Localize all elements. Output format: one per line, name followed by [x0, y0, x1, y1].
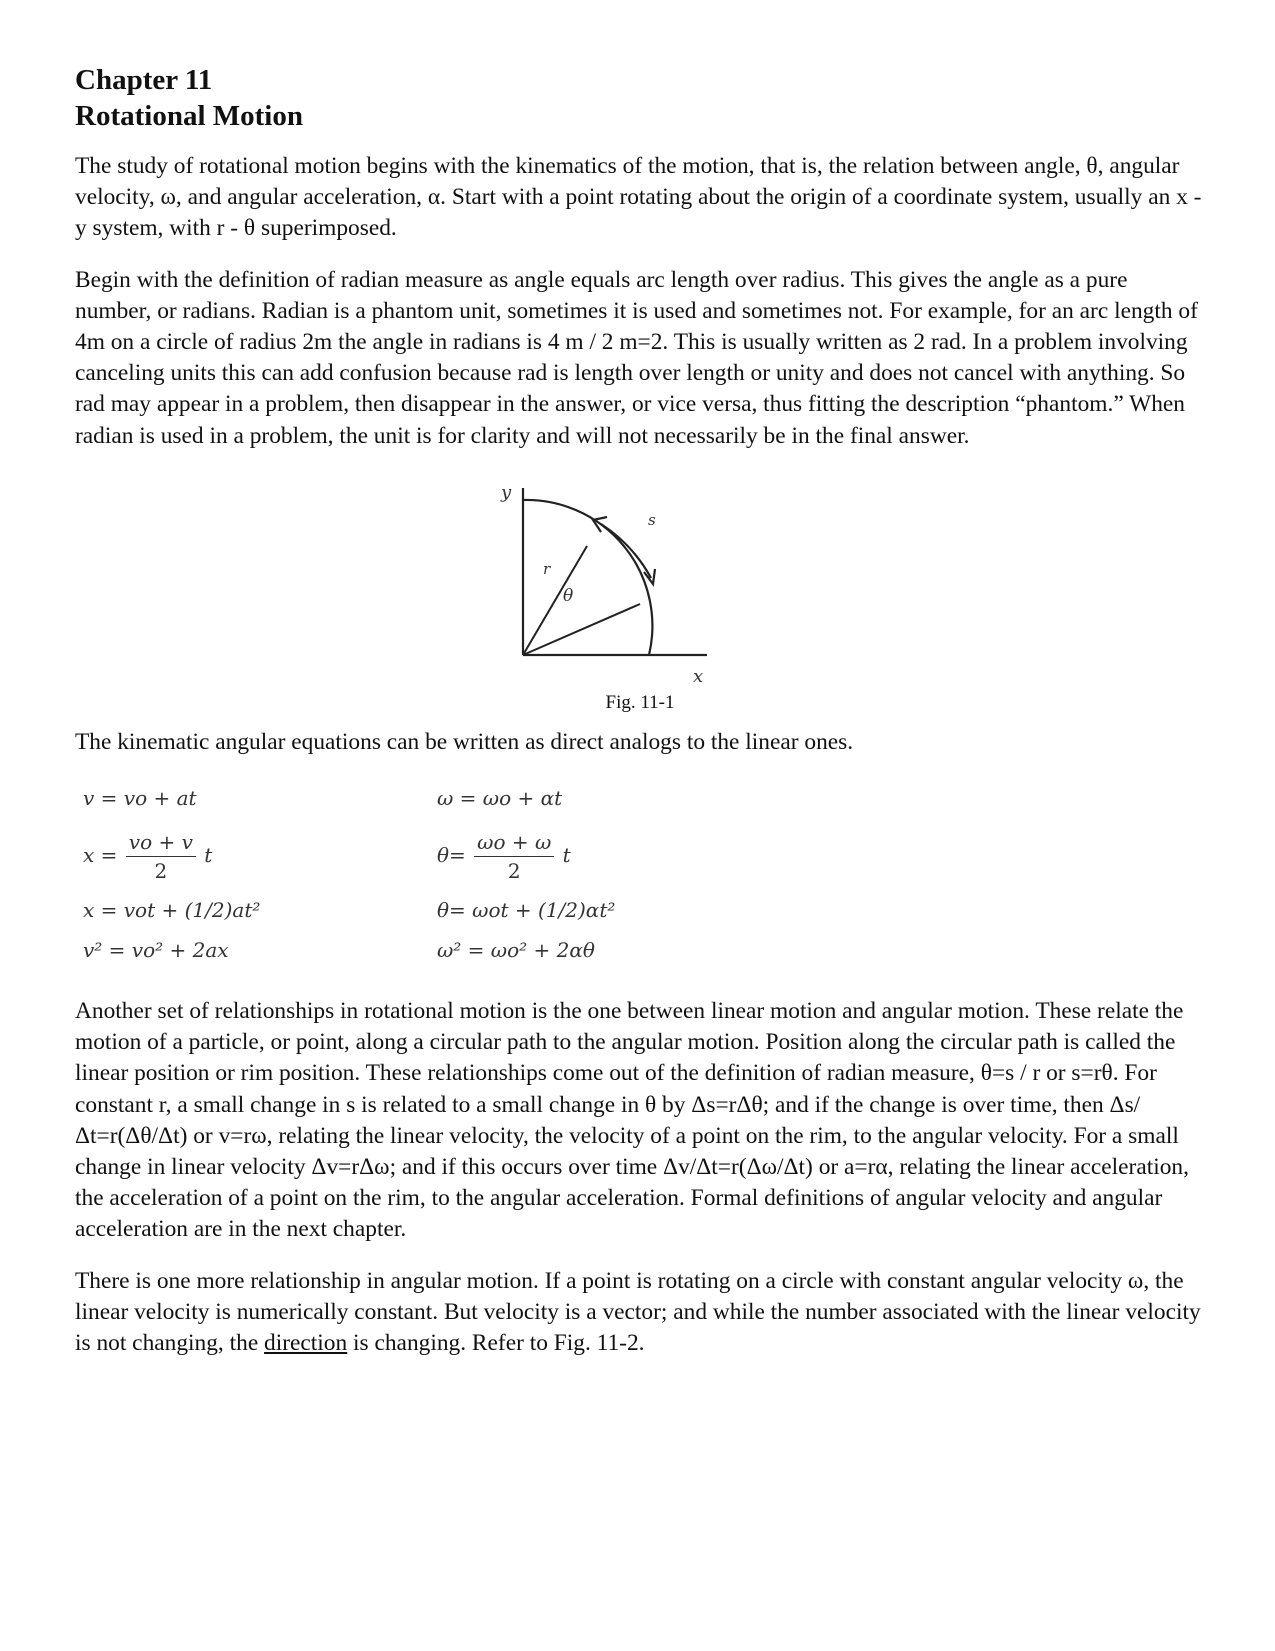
linear-eq-velocity: v = vo + at [83, 786, 197, 811]
paragraph-linear-angular: Another set of relationships in rotational motion is the one between linear motion and angular motion. These relate the motion of a particle, or point, along a circular path to the angular motion. Position along the circular path is called the linear position or rim position. These relationships come out of the definition of radian measure, θ=s / r or s=rθ. For constant r, a small change in s is related to a small change in θ by Δs=rΔθ; and if the change is over time, then Δs/Δt=r(Δθ/Δt) or v=rω, relating the linear velocity, the velocity of a point on the rim, to the angular velocity. For a small change in linear velocity Δv=rΔω; and if this occurs over time Δv/Δt=r(Δω/Δt) or a=rα, relating the linear acceleration, the acceleration of a point on the rim, to the angular acceleration. Formal definitions of angular velocity and angular acceleration are in the next chapter. [75, 998, 1189, 1243]
angular-eq2-denominator: 2 [507, 859, 521, 884]
linear-eq2-denominator: 2 [154, 859, 168, 884]
linear-eq-velocity-squared: v² = vo² + 2ax [83, 938, 229, 963]
paragraph-direction-after: is changing. Refer to Fig. 11-2. [347, 1330, 645, 1357]
angular-eq-velocity: ω = ωo + αt [437, 786, 563, 811]
chapter-number: Chapter 11 [75, 64, 213, 96]
angular-eq2-fraction [474, 830, 554, 883]
arc-length-arrow [601, 524, 651, 578]
figure-caption: Fig. 11-1 [605, 691, 675, 713]
angular-eq-position-average [437, 830, 571, 883]
angular-eq-velocity-squared: ω² = ωo² + 2αθ [437, 938, 595, 963]
paragraph-intro: The study of rotational motion begins with the kinematics of the motion, that is, the relation between angle, θ, angular velocity, ω, and angular acceleration, α. Start with a point rotating about the origin of a coordinate system, usually an x - y system, with r - θ superimposed. [75, 153, 1202, 242]
underlined-direction: direction [264, 1330, 348, 1357]
label-r: r [543, 559, 551, 578]
linear-eq-position: x = vot + (1/2)at² [83, 898, 261, 923]
label-x: x [693, 665, 704, 687]
page [75, 62, 1205, 1359]
angular-eq2-numerator: ωo + ω [474, 830, 554, 857]
linear-eq2-numerator: vo + v [126, 830, 196, 857]
chapter-title: Rotational Motion [75, 100, 303, 132]
angular-eq2-tail: t [562, 843, 571, 868]
paragraph-direction-before: There is one more relationship in angular motion. If a point is rotating on a circle with constant angular velocity ω, the linear velocity is numerically constant. But velocity is a vector; and while the number associated with the linear velocity is not changing, the [75, 1267, 1201, 1357]
paragraph-kinematic: The kinematic angular equations can be written as direct analogs to the linear ones. [75, 728, 854, 755]
paragraph-radian: Begin with the definition of radian measure as angle equals arc length over radius. This gives the angle as a pure number, or radians. Radian is a phantom unit, sometimes it is used and sometimes not. For example, for an arc length of 4m on a circle of radius 2m the angle in radians is 4 m / 2 m=2. This is usually written as 2 rad. In a problem involving canceling units this can add confusion because rad is length over length or unity and does not cancel with anything. So rad may appear in a problem, then disappear in the answer, or vice versa, thus fitting the description “phantom.” When radian is used in a problem, the unit is for clarity and will not necessarily be in the final answer. [75, 266, 1198, 449]
label-theta: θ [563, 585, 574, 606]
label-s: s [648, 510, 656, 529]
figure-11-1 [75, 452, 1205, 727]
linear-eq-position-average [83, 830, 212, 883]
angular-eq2-lhs: θ= [437, 843, 466, 868]
radius-line-2 [523, 604, 640, 655]
equation-block [75, 758, 1205, 996]
radius-line-1 [523, 546, 587, 655]
paragraph-direction [75, 1266, 1205, 1360]
angular-eq-position: θ= ωot + (1/2)αt² [437, 898, 616, 923]
linear-eq2-fraction [126, 830, 196, 883]
label-y: y [501, 481, 512, 503]
linear-eq2-tail: t [204, 843, 213, 868]
linear-eq2-lhs: x = [83, 843, 118, 868]
rotation-diagram [501, 480, 795, 687]
